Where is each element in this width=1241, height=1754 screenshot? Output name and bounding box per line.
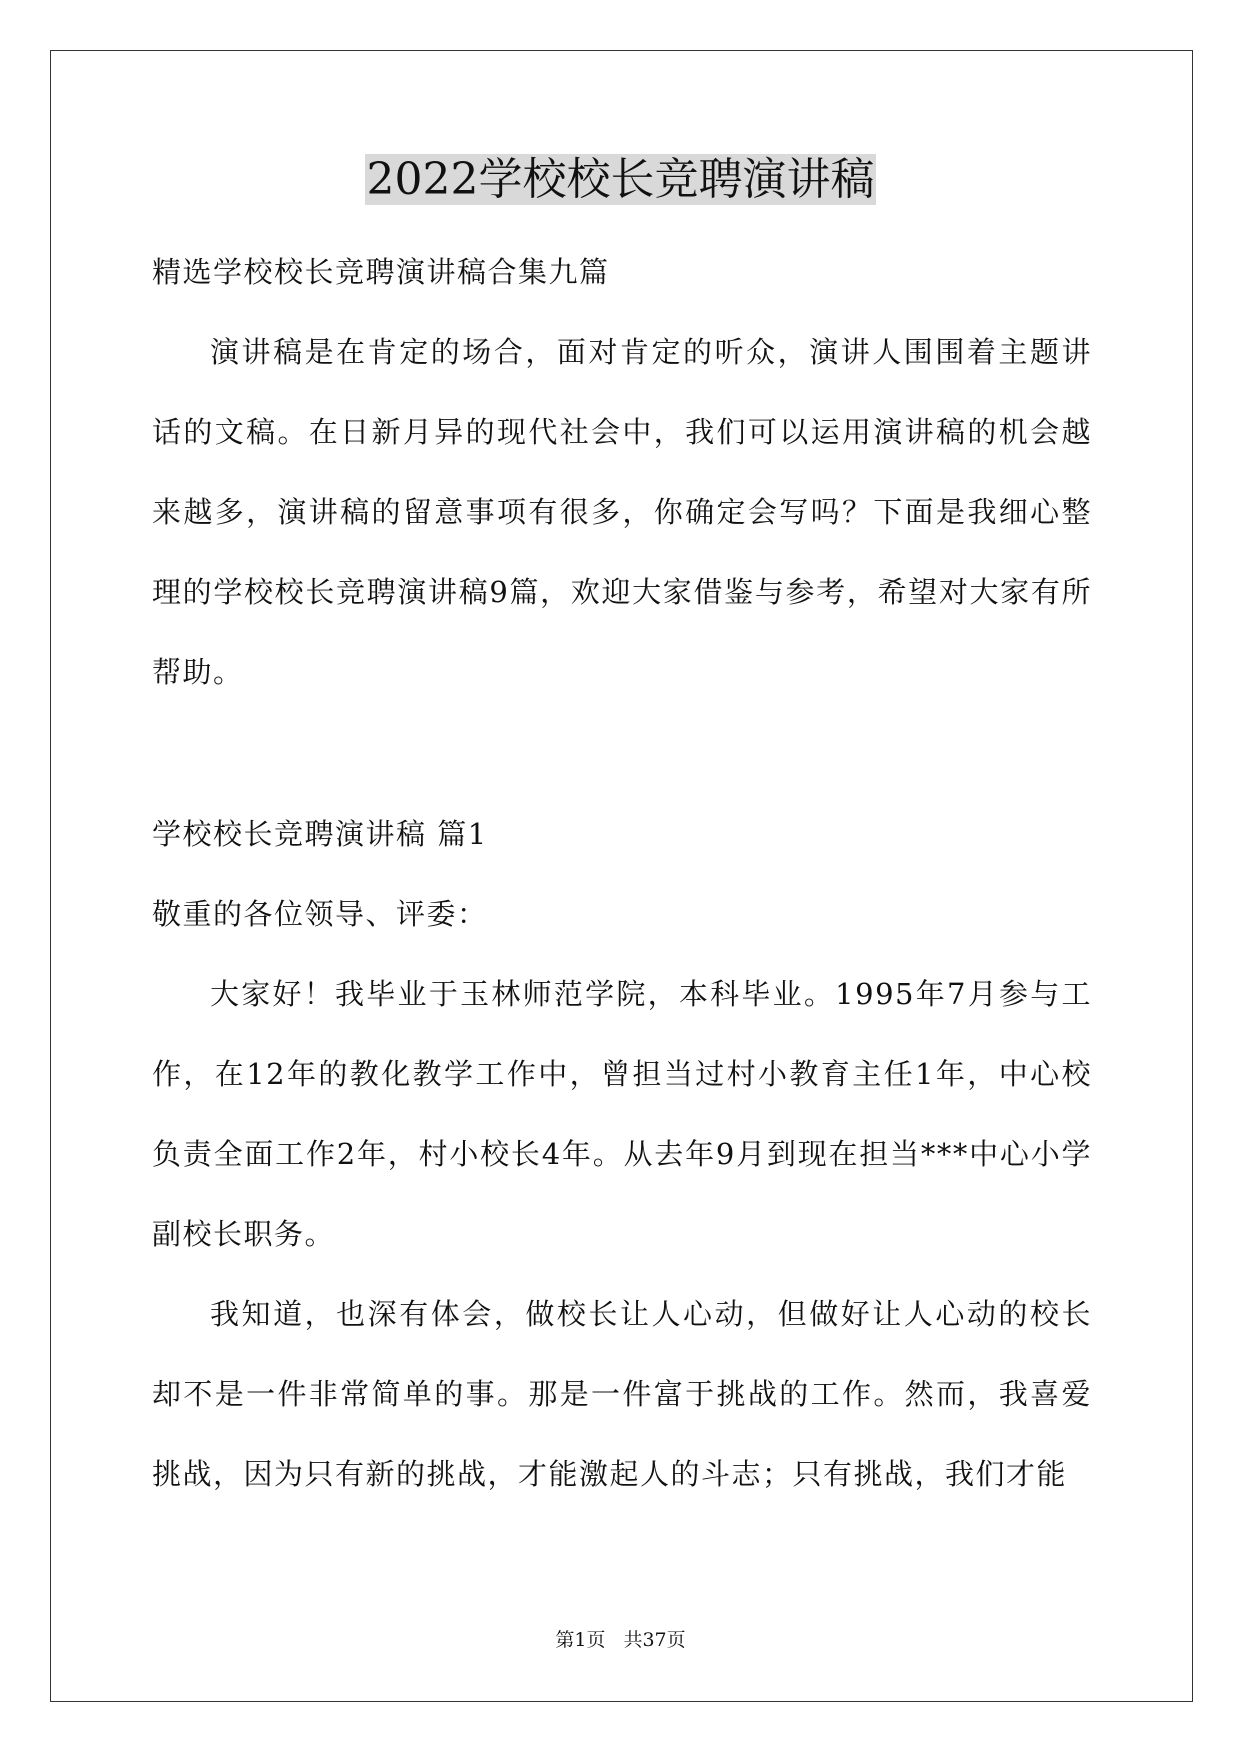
document-title-text: 2022学校校长竞聘演讲稿 xyxy=(366,154,875,205)
document-body xyxy=(152,232,1092,1514)
salutation: 敬重的各位领导、评委： xyxy=(152,897,488,931)
page-number-current: 第1页 xyxy=(555,1629,606,1651)
intro-paragraph: 演讲稿是在肯定的场合，面对肯定的听众，演讲人围围着主题讲话的文稿。在日新月异的现代社会中，我们可以运用演讲稿的机会越来越多，演讲稿的留意事项有很多，你确定会写吗？下面是我细心整理的学校校长竞聘演讲稿9篇，欢迎大家借鉴与参考，希望对大家有所帮助。 xyxy=(152,335,1092,689)
page-number-total: 共37页 xyxy=(623,1629,686,1651)
document-title xyxy=(0,150,1241,210)
section-heading: 学校校长竞聘演讲稿 篇1 xyxy=(152,817,488,851)
body-paragraph-2: 我知道，也深有体会，做校长让人心动，但做好让人心动的校长却不是一件非常简单的事。那是一件富于挑战的工作。然而，我喜爱挑战，因为只有新的挑战，才能激起人的斗志；只有挑战，我们才能 xyxy=(152,1297,1092,1491)
page-footer xyxy=(0,1628,1241,1652)
document-subtitle: 精选学校校长竞聘演讲稿合集九篇 xyxy=(152,255,610,289)
body-paragraph-1: 大家好！我毕业于玉林师范学院，本科毕业。1995年7月参与工作，在12年的教化教学工作中，曾担当过村小教育主任1年，中心校负责全面工作2年，村小校长4年。从去年9月到现在担当***中心小学副校长职务。 xyxy=(152,977,1092,1251)
